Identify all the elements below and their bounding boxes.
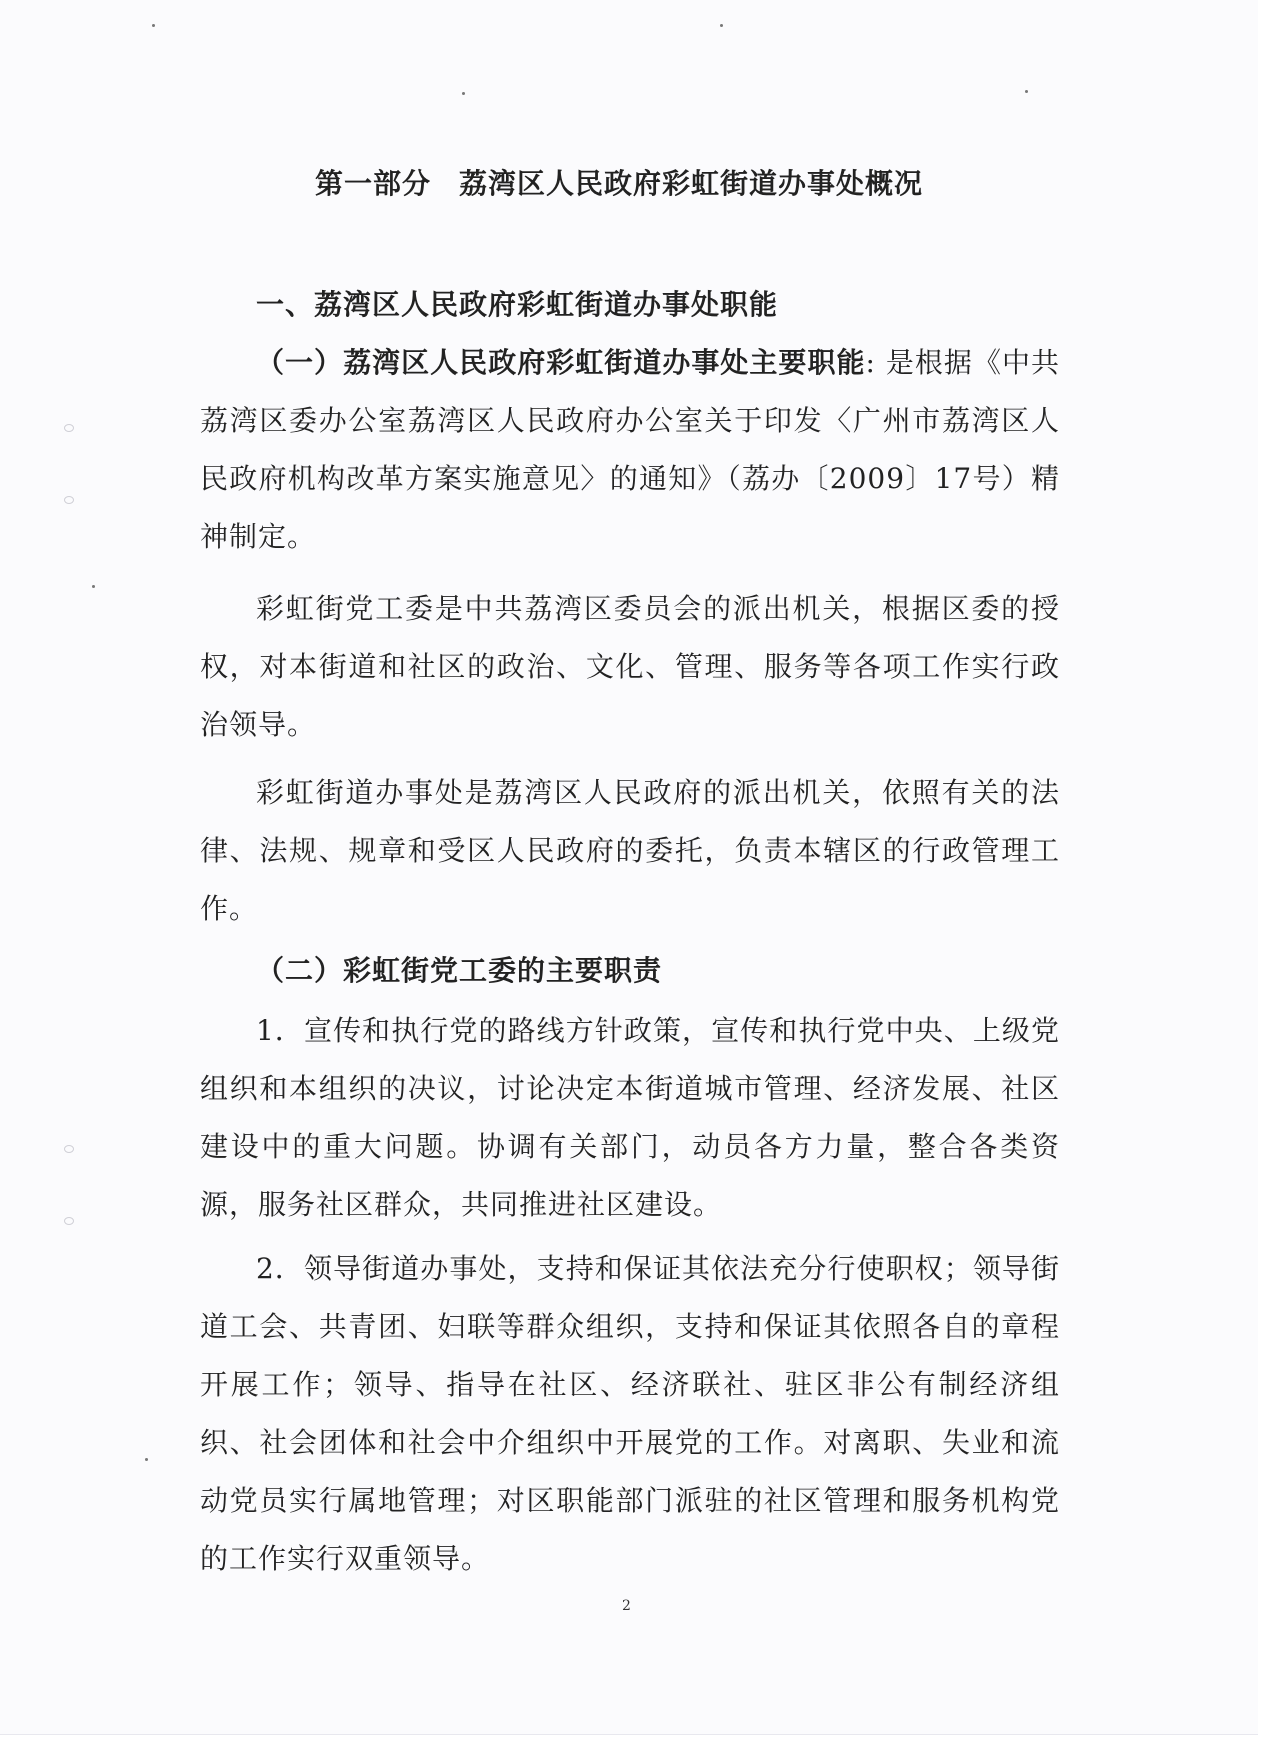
scan-speck (145, 1458, 148, 1461)
scan-speck (92, 585, 95, 588)
binding-hole (64, 424, 74, 432)
title-main: 荔湾区人民政府彩虹街道办事处概况 (459, 167, 924, 200)
title-part: 第一部分 (315, 167, 432, 200)
duty-item-2: 2．领导街道办事处，支持和保证其依法充分行使职权；领导街道工会、共青团、妇联等群众组织，支持和保证其依照各自的章程开展工作；领导、指导在社区、经济联社、驻区非公有制经济组织、社会团体和社会中介组织中开展党的工作。对离职、失业和流动党员实行属地管理；对区职能部门派驻的社区管理和服务机构党的工作实行双重领导。 (200, 1252, 1060, 1575)
subsection-heading-2: （二）彩虹街党工委的主要职责 (256, 954, 663, 987)
paragraph-sub1 (200, 334, 1060, 566)
scan-speck (462, 92, 465, 95)
paragraph-street-office: 彩虹街道办事处是荔湾区人民政府的派出机关，依照有关的法律、法规、规章和受区人民政府的委托，负责本辖区的行政管理工作。 (200, 776, 1060, 925)
page-number: 2 (622, 1598, 631, 1614)
sub1-text: : 是根据《中共荔湾区委办公室荔湾区人民政府办公室关于印发〈广州市荔湾区人民政府机构改革方案实施意见〉的通知》（荔办〔2009〕17号）精神制定。 (200, 346, 1060, 553)
document-title (315, 162, 923, 202)
binding-hole (64, 1145, 74, 1153)
sub1-label: （一）荔湾区人民政府彩虹街道办事处主要职能 (256, 346, 866, 379)
scan-margin (1258, 0, 1275, 1750)
binding-hole (64, 496, 74, 504)
duty-item-1: 1．宣传和执行党的路线方针政策，宣传和执行党中央、上级党组织和本组织的决议，讨论决定本街道城市管理、经济发展、社区建设中的重大问题。协调有关部门，动员各方力量，整合各类资源，服务社区群众，共同推进社区建设。 (200, 1014, 1060, 1221)
binding-hole (64, 1217, 74, 1225)
paragraph-party-committee: 彩虹街党工委是中共荔湾区委员会的派出机关，根据区委的授权，对本街道和社区的政治、文化、管理、服务等各项工作实行政治领导。 (200, 592, 1060, 741)
scan-speck (152, 24, 155, 27)
scan-speck (1025, 90, 1028, 93)
scan-speck (720, 24, 723, 27)
section-heading: 一、荔湾区人民政府彩虹街道办事处职能 (256, 288, 779, 321)
